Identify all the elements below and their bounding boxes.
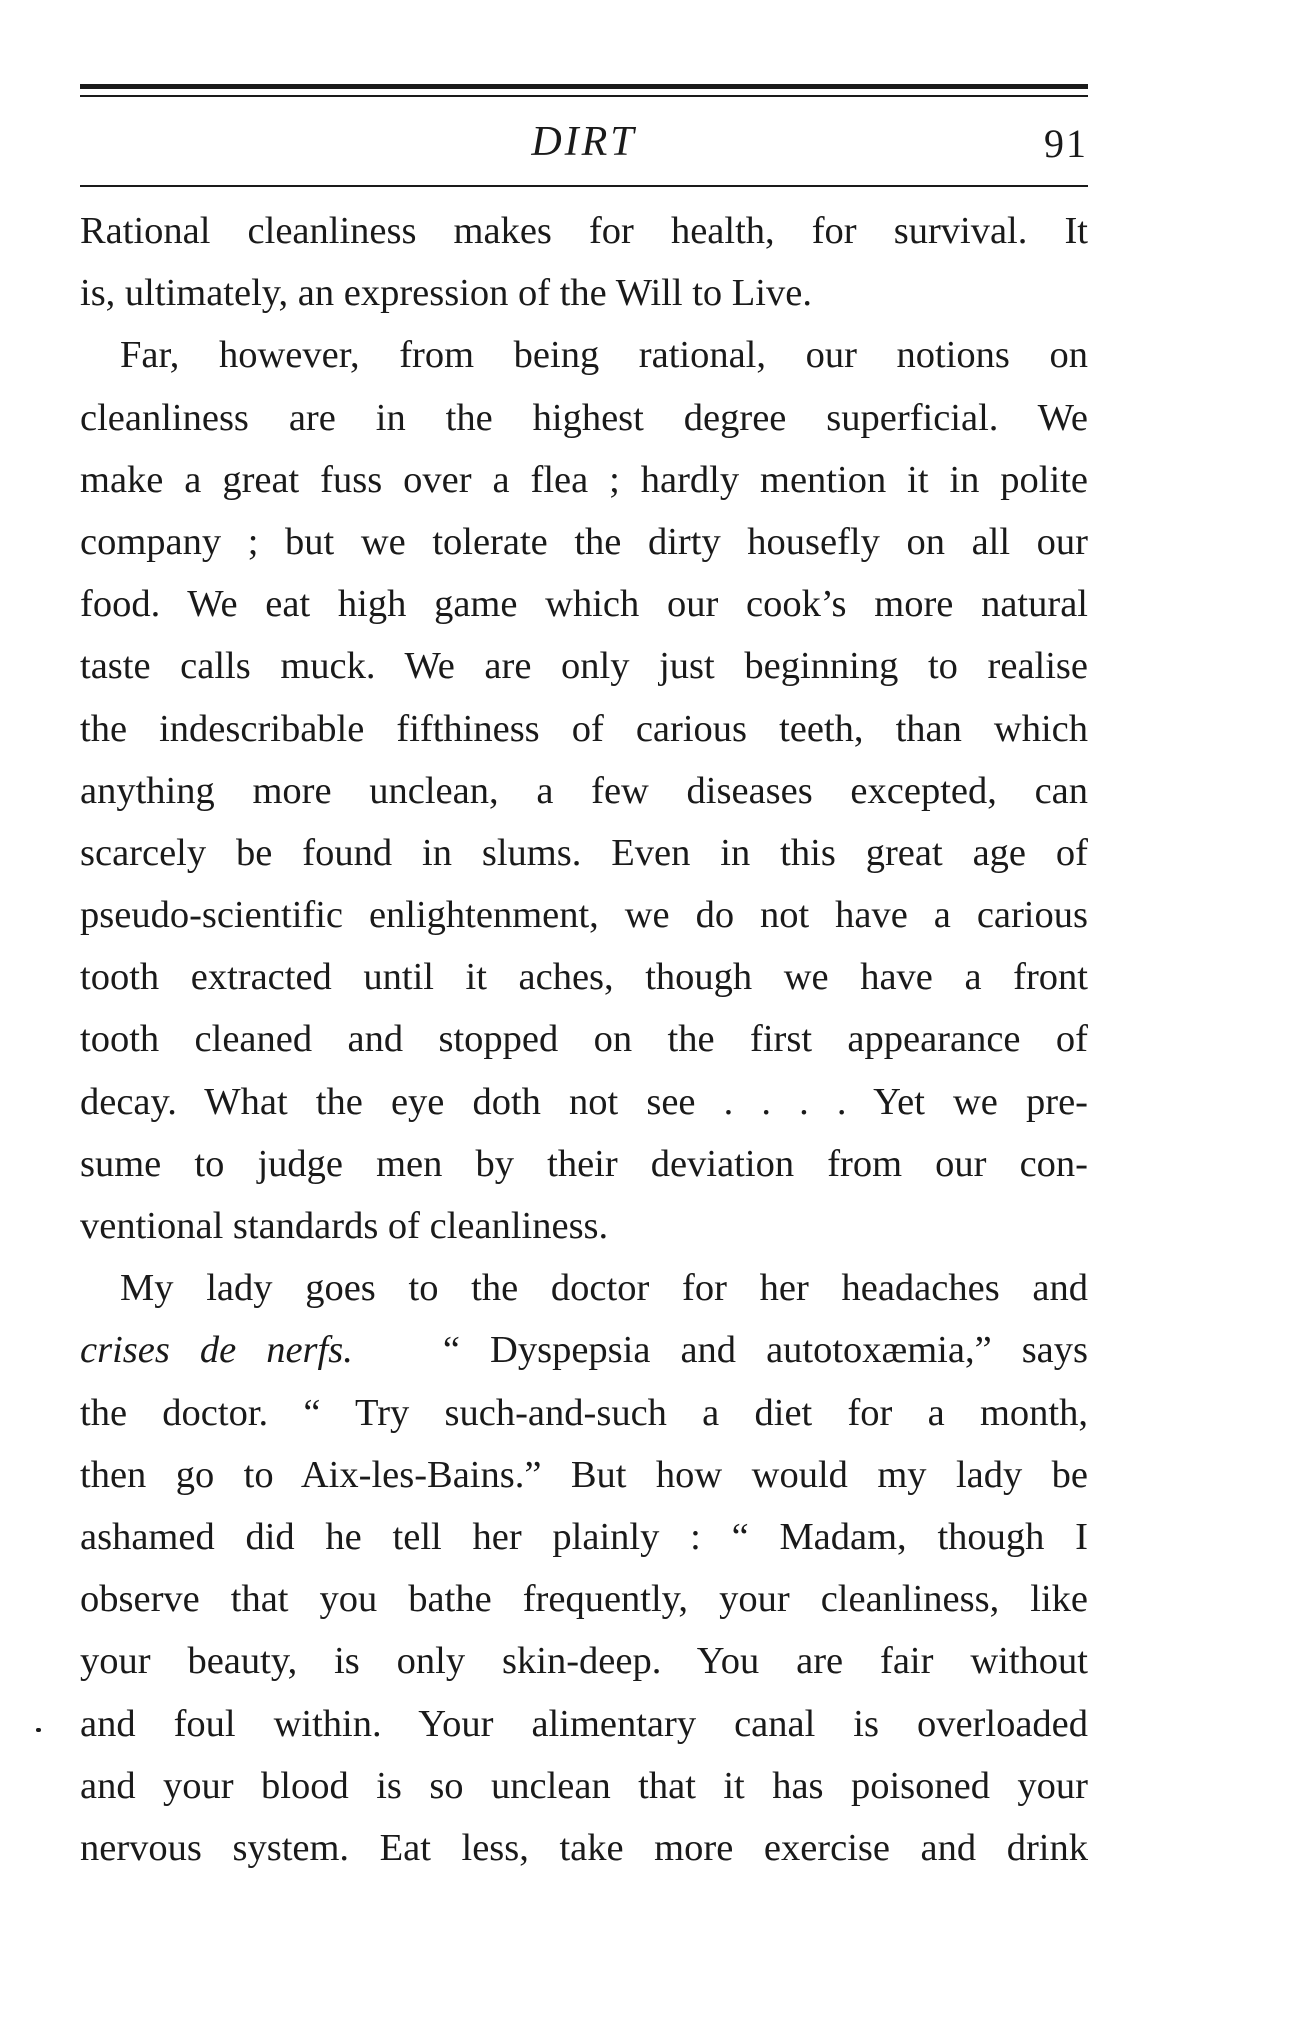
paragraph (80, 324, 1088, 1257)
text-line: cleanliness are in the highest degree superficial. We (80, 396, 1088, 439)
text-line: observe that you bathe frequently, your cleanliness, like (80, 1578, 1088, 1621)
paragraph (80, 1257, 1088, 1879)
page-body (80, 200, 1088, 1879)
text-line: tooth extracted until it aches, though we have a front (80, 956, 1088, 999)
text-line: ashamed did he tell her plainly : “ Madam, though I (80, 1515, 1088, 1558)
margin-speck (36, 1728, 41, 1732)
running-title: DIRT (531, 119, 637, 165)
text-line: and your blood is so unclean that it has poisoned your (80, 1764, 1088, 1807)
text-line: scarcely be found in slums. Even in this great age of (80, 831, 1088, 874)
text-line: food. We eat high game which our cook’s more natural (80, 583, 1088, 626)
page-number: 91 (1044, 121, 1088, 166)
text-line: make a great fuss over a flea ; hardly mention it in polite (80, 458, 1088, 501)
text-line: the indescribable fifthiness of carious teeth, than which (80, 707, 1088, 750)
italic-phrase: crises de nerfs. (80, 1329, 353, 1372)
text-line: Far, however, from being rational, our notions on (120, 334, 1088, 377)
header-rule-thick (80, 84, 1088, 89)
text-line: taste calls muck. We are only just beginning to realise (80, 645, 1088, 688)
text-line: nervous system. Eat less, take more exercise and drink (80, 1826, 1088, 1869)
paragraph (80, 200, 1088, 324)
text-line: and foul within. Your alimentary canal is overloaded (80, 1702, 1088, 1745)
text-segment: “ Dyspepsia and autotoxæmia,” says (442, 1329, 1088, 1372)
text-line: decay. What the eye doth not see . . . . Yet we pre- (80, 1080, 1088, 1123)
text-line: the doctor. “ Try such-and-such a diet for a month, (80, 1391, 1088, 1434)
running-header (80, 112, 1088, 172)
text-line: tooth cleaned and stopped on the first appearance of (80, 1018, 1088, 1061)
text-line: company ; but we tolerate the dirty housefly on all our (80, 520, 1088, 563)
header-rule-bottom (80, 185, 1088, 187)
text-line: Rational cleanliness makes for health, for survival. It (80, 210, 1088, 252)
text-line: is, ultimately, an expression of the Will to Live. (80, 272, 812, 315)
text-line-with-italic (80, 1319, 1088, 1381)
text-line: anything more unclean, a few diseases excepted, can (80, 769, 1088, 812)
text-line: pseudo-scientific enlightenment, we do not have a carious (80, 894, 1088, 937)
text-line: sume to judge men by their deviation from our con- (80, 1142, 1088, 1185)
text-line: ventional standards of cleanliness. (80, 1205, 609, 1247)
text-line: then go to Aix-les-Bains.” But how would my lady be (80, 1453, 1088, 1496)
header-rule-thin (80, 95, 1088, 97)
text-line: your beauty, is only skin-deep. You are fair without (80, 1640, 1088, 1683)
text-line: My lady goes to the doctor for her headaches and (120, 1267, 1088, 1310)
